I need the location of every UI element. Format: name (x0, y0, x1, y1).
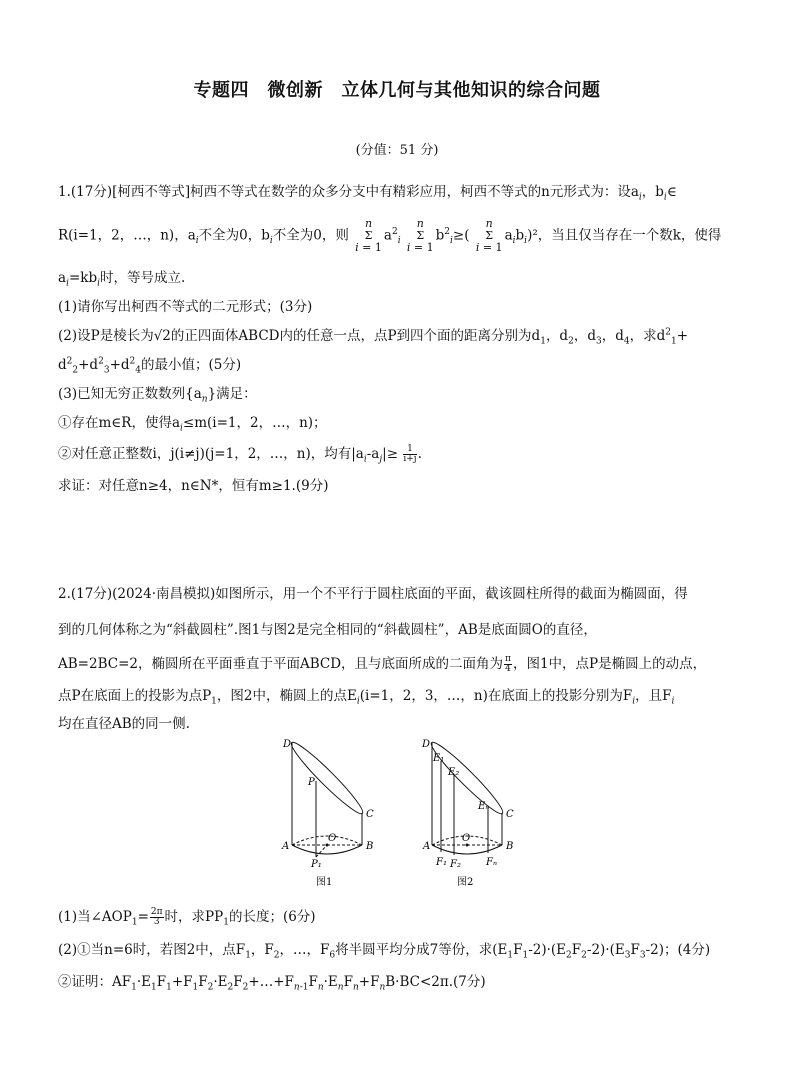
q1-line-1: 1.(17分)[柯西不等式]柯西不等式在数学的众多分支中有精彩应用，柯西不等式的n元形式为：设$a_i$，$b_i\in$ (58, 184, 677, 203)
figure-1 (281, 738, 374, 888)
page-title: 专题四 微创新 立体几何与其他知识的综合问题 (193, 80, 601, 101)
figure-1-caption: 图1 (316, 877, 333, 888)
figure-2 (421, 738, 514, 888)
q1-part-2: (2)设P是棱长为√2的正四面体ABCD内的任意一点，点P到四个面的距离分别为$d_1$，$d_2$，$d_3$，$d_4$，求$d^2_1+$ (58, 327, 689, 347)
figure-2-caption: 图2 (457, 877, 474, 888)
q1-line-3: $a_i=kb_i$时，等号成立. (58, 270, 186, 289)
q2-line-2: 到的几何体称之为“斜截圆柱”.图1与图2是完全相同的“斜截圆柱”，AB是底面圆O的直径， (58, 622, 597, 638)
label-O: O (462, 833, 471, 844)
label-E1: E₁ (433, 753, 445, 764)
q1-part-2-cont: $d^2_2+d^2_3+d^2_4$的最小值；(5分) (58, 356, 242, 376)
q1-part-3: (3)已知无穷正数数列$\{a_n\}$满足： (58, 386, 257, 405)
label-D: D (422, 739, 431, 750)
label-C: C (366, 809, 374, 820)
label-Fn: Fₙ (486, 857, 497, 868)
fraction: $\frac{\pi}{4}$ (505, 654, 511, 674)
q2-line-5: 均在直径AB的同一侧. (58, 716, 190, 732)
label-D: D (283, 739, 292, 750)
q2-question-2-1: (2)①当n=6时，若图2中，点$F_1$，$F_2$，…，$F_6$将半圆平均分成7等份，求$(E_1F_1-2)\cdot(E_2F_2-2)\cdot(E_3F_3-2)$；(4分) (58, 942, 711, 961)
label-En: Eₙ (478, 801, 490, 812)
q2-line-1: 2.(17分)(2024·南昌模拟)如图所示，用一个不平行于圆柱底面的平面，截该圆柱所得的截面为椭圆面，得 (58, 586, 688, 602)
q2-question-1: (1)当$\angle AOP_1=$ $\frac{2\pi}{3}$ 时，求$PP_1$的长度；(6分) (58, 907, 316, 928)
q1-condition-1: ①存在m∈R，使得$a_i\le m(i=1$，2，…，n)； (58, 415, 327, 434)
label-C: C (506, 809, 514, 820)
label-P: P (308, 777, 315, 788)
label-O: O (328, 833, 337, 844)
score-note: (分值：51 分) (355, 143, 439, 158)
figure-svg (278, 733, 528, 893)
q1-line-2: R(i=1，2，…，n)，$a_i$不全为0，$b_i$不全为0，则 n Σ i = 1 $a^2_i$ n Σ i = 1 $b^2_i\ge$( n Σ i = 1 $a_ib_i)^2$，当且仅当存在一个数k，使得 (58, 217, 722, 254)
q1-proof: 求证：对任意n≥4，n∈N*，恒有m≥1.(9分) (58, 478, 329, 494)
q2-line-4: 点P在底面上的投影为点$P_1$，图2中，椭圆上的点$E_i(i=1$，2，3，…，n)在底面上的投影分别为$F_i$，且$F_i$ (58, 688, 675, 707)
fraction: $\frac{1}{i+j}$ (403, 444, 417, 464)
sum-symbol: n Σ i = 1 (355, 217, 382, 254)
fraction: $\frac{2\pi}{3}$ (150, 907, 163, 927)
label-P1: P₁ (311, 859, 322, 870)
q2-question-2-2: ②证明：$AF_1\cdot E_1F_1+F_1F_2\cdot E_2F_2+\dots+F_{n-1}F_n\cdot E_nF_n+F_nB\cdot BC<2\pi.(7$分) (58, 974, 486, 993)
sum-symbol: n Σ i = 1 (406, 217, 434, 254)
sum-symbol: n Σ i = 1 (475, 217, 503, 254)
q1-part-1: (1)请你写出柯西不等式的二元形式；(3分) (58, 299, 313, 315)
label-B: B (506, 841, 514, 852)
label-F1: F₁ (436, 857, 447, 868)
q2-line-3: AB=2BC=2，椭圆所在平面垂直于平面ABCD，且与底面所成的二面角为 $\frac{\pi}{4}$ ，图1中，点P是椭圆上的动点， (58, 654, 707, 674)
q1-condition-2: ②对任意正整数i，j(i≠j)(j=1，2，…，n)，均有$|a_i-a_j|\ge$ $\frac{1}{i+j}$ . (58, 444, 422, 465)
label-A: A (282, 841, 290, 852)
label-F2: F₂ (450, 859, 461, 870)
label-A: A (423, 841, 431, 852)
label-B: B (366, 841, 374, 852)
label-E2: E₂ (448, 767, 460, 778)
figure-oblique-cylinders (278, 733, 528, 893)
